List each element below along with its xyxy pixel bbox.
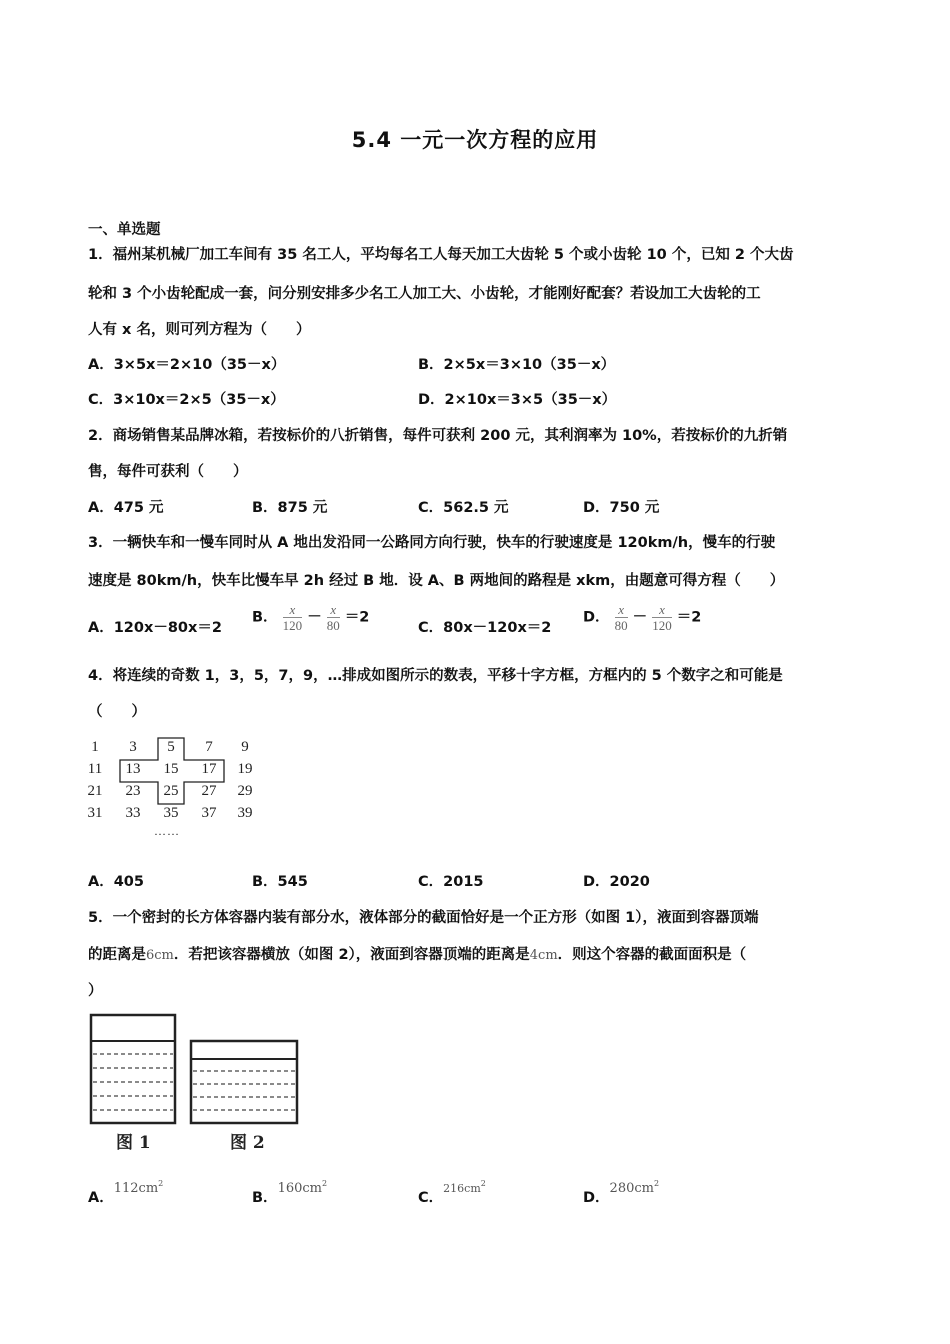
- table-cell: 21: [87, 783, 103, 799]
- superscript: 2: [158, 1179, 164, 1189]
- q4-line2: （ ）: [88, 704, 146, 720]
- q3-option-d[interactable]: [583, 602, 701, 633]
- fraction-numerator: x: [327, 602, 340, 618]
- option-label: C．: [418, 1190, 444, 1206]
- superscript: 2: [480, 1179, 486, 1189]
- table-cell: 1: [91, 739, 99, 755]
- option-value: 280cm: [609, 1181, 654, 1196]
- q5-line2: [88, 943, 746, 964]
- option-value: 112cm: [113, 1181, 159, 1196]
- q5-line2-part2: ．若把该容器横放（如图 2），液面到容器顶端的距离是: [173, 947, 530, 963]
- table-cell: 25: [163, 783, 179, 799]
- fraction: [283, 602, 303, 633]
- q2-option-d[interactable]: D．750 元: [583, 500, 660, 516]
- table-cell: 31: [87, 805, 103, 821]
- table-cell: 37: [201, 805, 217, 821]
- option-value: 216cm: [443, 1182, 481, 1195]
- odd-number-table: [80, 736, 280, 846]
- figure-1-caption: 图 1: [116, 1133, 151, 1153]
- q3-option-c[interactable]: C．80x－120x＝2: [418, 620, 552, 636]
- q5-line1: 5．一个密封的长方体容器内装有部分水，液体部分的截面恰好是一个正方形（如图 1），液面到容器顶端: [88, 910, 759, 926]
- table-cell: 35: [163, 805, 179, 821]
- table-cell: 27: [201, 783, 217, 799]
- figure-2-container: [191, 1041, 297, 1123]
- fraction-denominator: 80: [326, 618, 340, 633]
- q4-option-d[interactable]: D．2020: [583, 874, 650, 890]
- table-cell: 11: [87, 761, 103, 777]
- table-cell: 9: [241, 739, 249, 755]
- q5-option-c[interactable]: [418, 1176, 486, 1206]
- fraction: [615, 602, 628, 633]
- fraction-numerator: x: [652, 602, 672, 618]
- q1-line3: 人有 x 名，则可列方程为（ ）: [88, 322, 311, 338]
- fraction-denominator: 120: [652, 618, 672, 633]
- q2-option-a[interactable]: A．475 元: [88, 500, 164, 516]
- table-cell: 15: [163, 761, 179, 777]
- superscript: 2: [653, 1179, 660, 1189]
- q1-option-b[interactable]: B．2×5x＝3×10（35－x）: [418, 357, 616, 373]
- q2-option-c[interactable]: C．562.5 元: [418, 500, 509, 516]
- table-cell: 13: [125, 761, 141, 777]
- fraction-numerator: x: [283, 602, 303, 618]
- minus-sign: －: [307, 609, 322, 626]
- q2-line2: 售，每件可获利（ ）: [88, 464, 248, 480]
- fraction-denominator: 120: [282, 618, 303, 633]
- q1-option-c[interactable]: C．3×10x＝2×5（35－x）: [88, 392, 285, 408]
- table-cell: 5: [167, 739, 175, 755]
- superscript: 2: [321, 1179, 328, 1189]
- value-4cm: 4cm: [529, 948, 558, 963]
- table-cell: 23: [125, 783, 141, 799]
- q3-line2: 速度是 80km/h，快车比慢车早 2h 经过 B 地．设 A、B 两地间的路程是 xkm，由题意可得方程（ ）: [88, 573, 785, 589]
- table-cell: 7: [205, 739, 213, 755]
- q3-line1: 3．一辆快车和一慢车同时从 A 地出发沿同一公路同方向行驶，快车的行驶速度是 120km/h，慢车的行驶: [88, 535, 776, 551]
- equals-value: ＝2: [344, 609, 370, 626]
- q1-line2: 轮和 3 个小齿轮配成一套，问分别安排多少名工人加工大、小齿轮，才能刚好配套？若设加工大齿轮的工: [88, 286, 761, 302]
- q4-line1: 4．将连续的奇数 1，3，5，7，9，…排成如图所示的数表，平移十字方框，方框内的 5 个数字之和可能是: [88, 668, 783, 684]
- table-cell: 33: [125, 805, 141, 821]
- q1-option-d[interactable]: D．2×10x＝3×5（35－x）: [418, 392, 617, 408]
- q3-b-label: B．: [252, 609, 278, 626]
- q4-option-c[interactable]: C．2015: [418, 874, 484, 890]
- table-ellipsis: ……: [154, 824, 180, 838]
- table-cell: 19: [237, 761, 253, 777]
- q1-option-a[interactable]: A．3×5x＝2×10（35－x）: [88, 357, 286, 373]
- q2-option-b[interactable]: B．875 元: [252, 500, 328, 516]
- minus-sign: －: [632, 609, 648, 626]
- table-cell: 39: [237, 805, 253, 821]
- table-cell: 3: [129, 739, 137, 755]
- q3-d-label: D．: [583, 609, 610, 626]
- figure-2-caption: 图 2: [230, 1133, 265, 1153]
- q5-option-d[interactable]: [583, 1176, 660, 1206]
- q5-option-a[interactable]: [88, 1176, 164, 1206]
- option-value: 160cm: [277, 1181, 322, 1196]
- q5-line3: ）: [88, 983, 103, 999]
- fraction-numerator: x: [615, 602, 628, 618]
- q5-line2-part1: 的距离是: [88, 947, 146, 963]
- q5-option-b[interactable]: [252, 1176, 328, 1206]
- option-label: D．: [583, 1190, 610, 1206]
- fraction-denominator: 80: [614, 618, 628, 633]
- option-label: B．: [252, 1190, 278, 1206]
- table-cell: 29: [237, 783, 253, 799]
- q3-option-b[interactable]: [252, 602, 369, 633]
- table-cell: 17: [201, 761, 217, 777]
- fraction: [652, 602, 672, 633]
- q4-option-a[interactable]: A．405: [88, 874, 144, 890]
- q3-option-a[interactable]: A．120x－80x＝2: [88, 620, 222, 636]
- fraction: [327, 602, 340, 633]
- q4-option-b[interactable]: B．545: [252, 874, 308, 890]
- q1-line1: 1．福州某机械厂加工车间有 35 名工人，平均每名工人每天加工大齿轮 5 个或小齿轮 10 个，已知 2 个大齿: [88, 247, 794, 263]
- value-6cm: 6cm: [146, 948, 174, 963]
- page-title: 5.4 一元一次方程的应用: [351, 128, 599, 152]
- q5-line2-part3: ．则这个容器的截面面积是（: [557, 947, 747, 963]
- q2-line1: 2．商场销售某品牌冰箱，若按标价的八折销售，每件可获利 200 元，其利润率为 10%，若按标价的九折销: [88, 428, 788, 444]
- figure-1-container: [91, 1015, 175, 1123]
- option-label: A．: [88, 1190, 114, 1206]
- equals-value: ＝2: [676, 609, 702, 626]
- section-heading: 一、单选题: [88, 222, 161, 238]
